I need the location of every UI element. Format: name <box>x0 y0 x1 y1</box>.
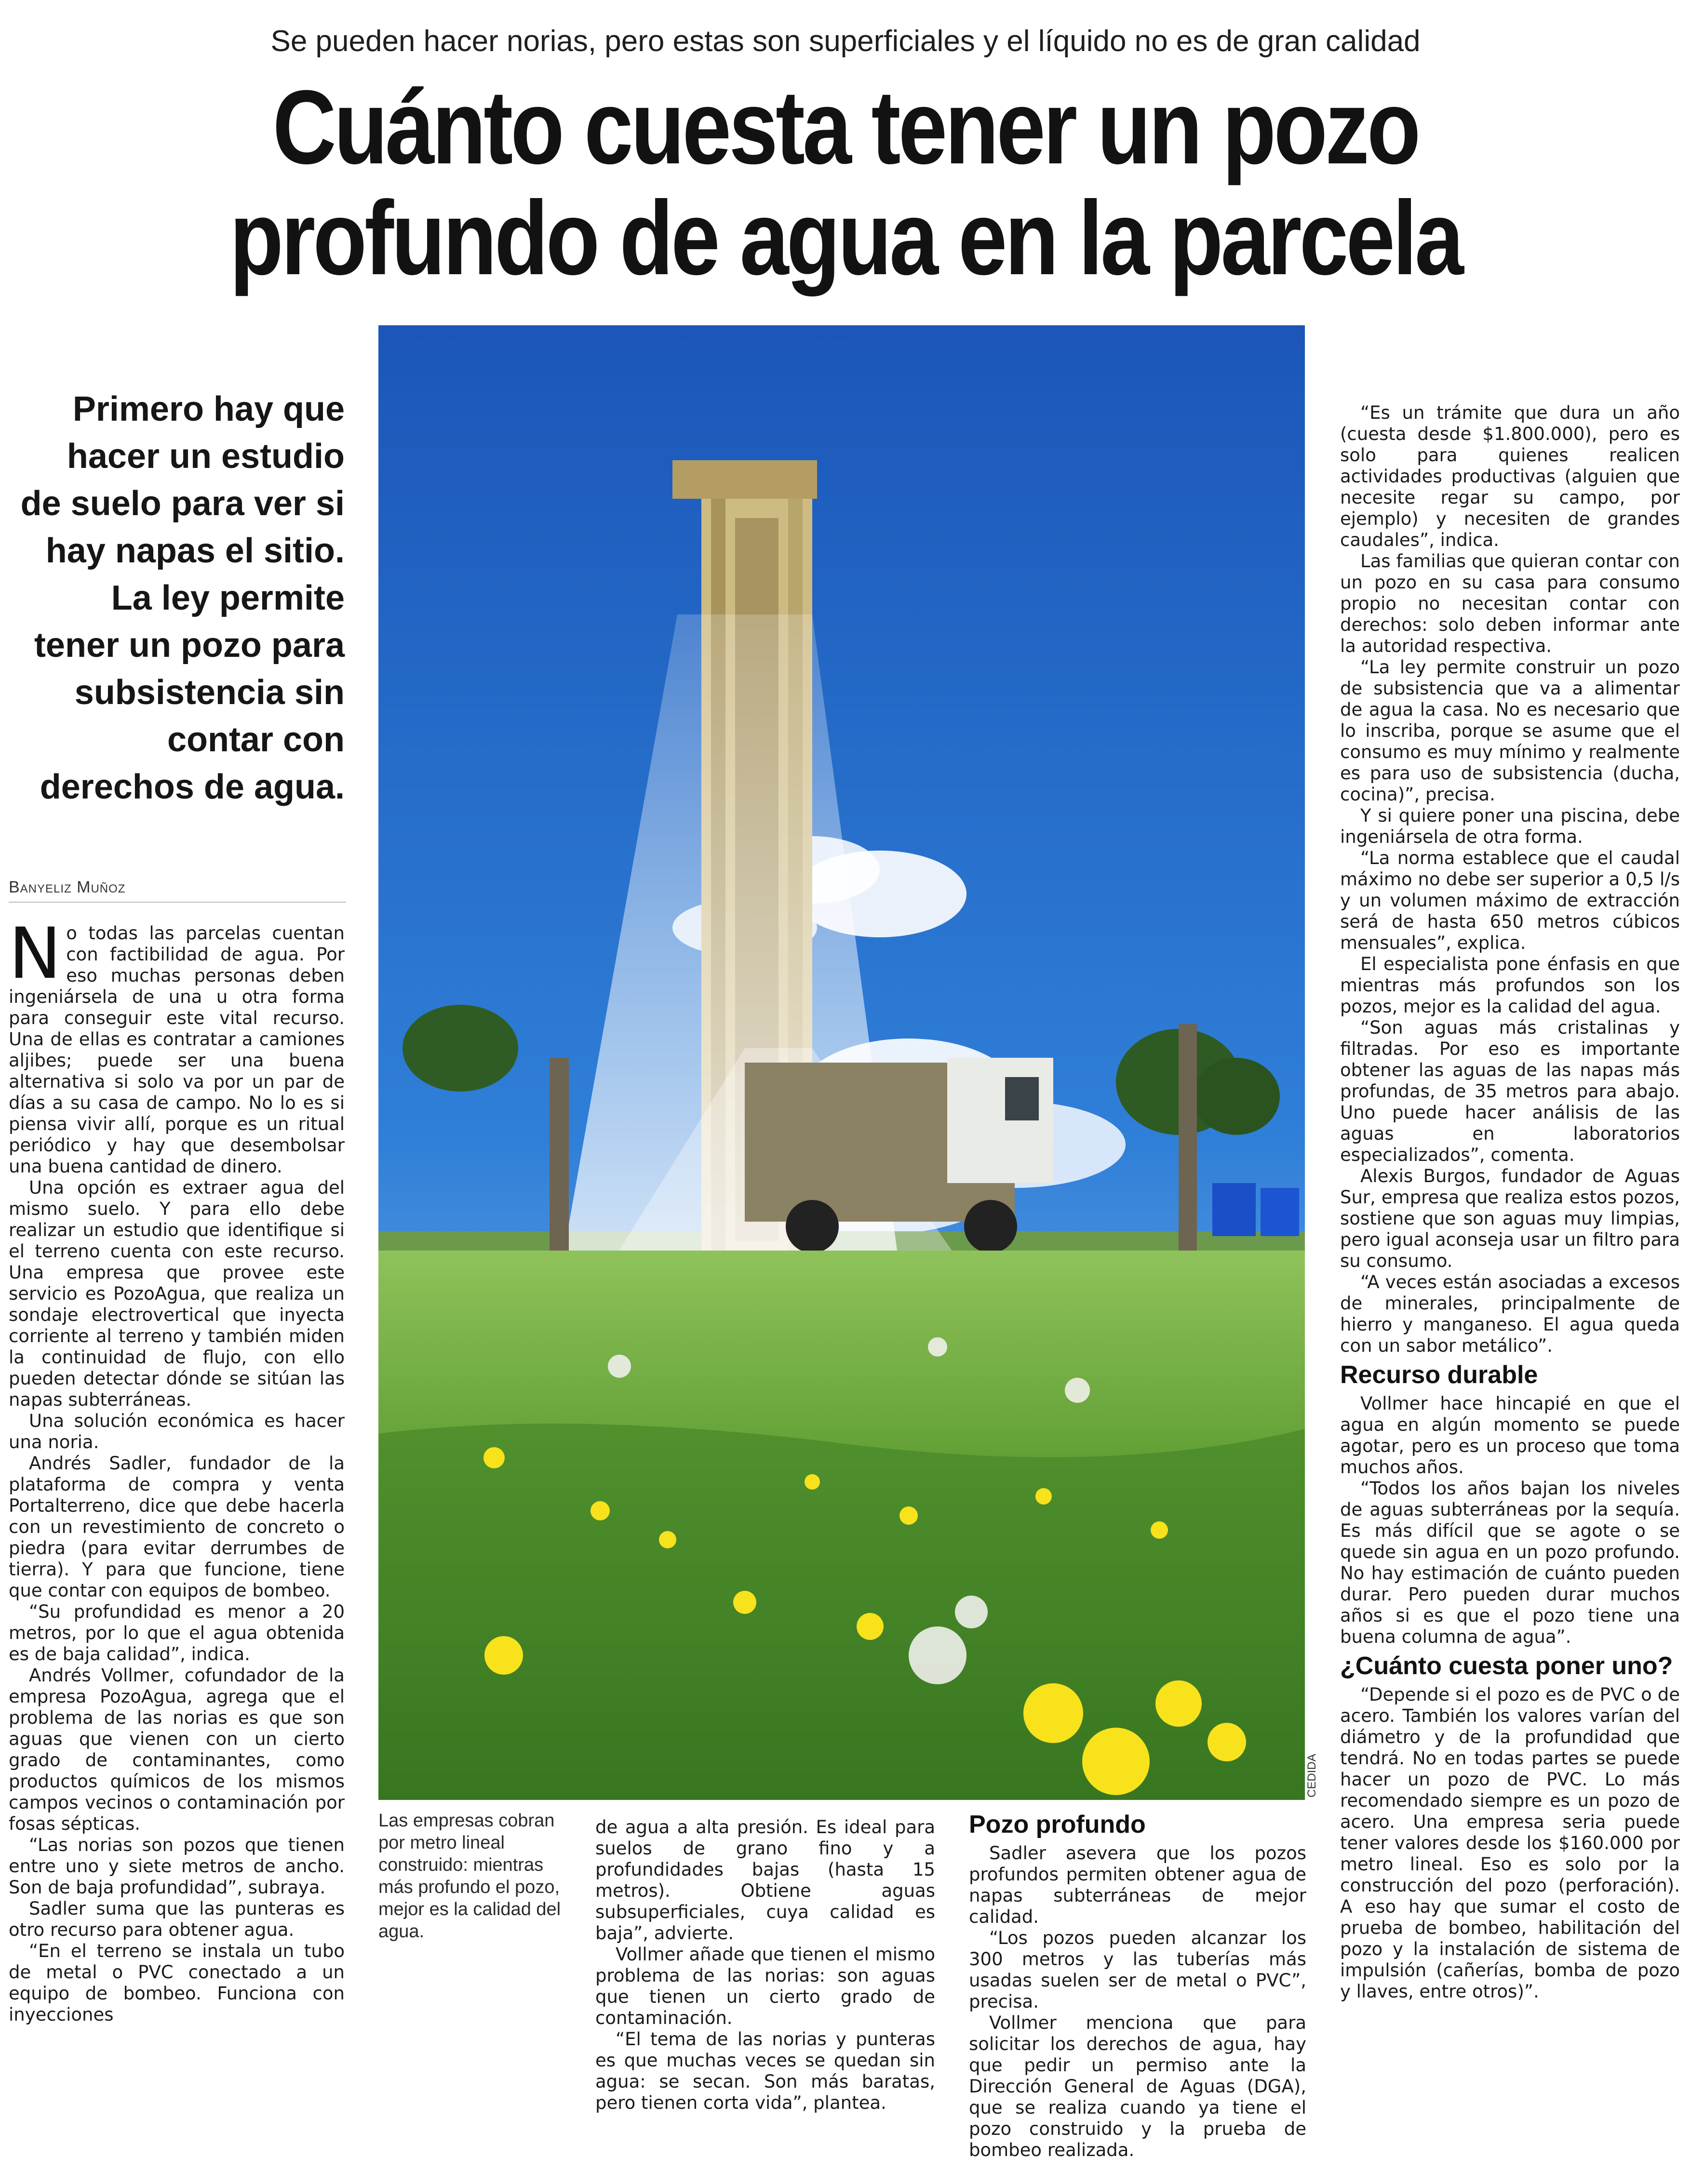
article-column-3 <box>969 1806 1306 2163</box>
paragraph: Alexis Burgos, fundador de Aguas Sur, empresa que realiza estos pozos, sostiene que son aguas muy limpias, pero igual aconseja usar un filtro para su consumo. <box>1340 1166 1680 1271</box>
headline: Cuánto cuesta tener un pozo profundo de agua en la parcela <box>229 69 1462 297</box>
paragraph: Las familias que quieran contar con un pozo en su casa para consumo propio no necesitan contar con derechos: solo deben informar ante la autoridad respectiva. <box>1340 551 1680 656</box>
photo-credit: CEDIDA <box>1305 1754 1318 1798</box>
paragraph: “En el terreno se instala un tubo de metal o PVC conectado a un equipo de bombeo. Funciona con inyecciones <box>9 1941 345 2025</box>
paragraph: “Son aguas más cristalinas y filtradas. Por eso es importante obtener las aguas de las napas más profundas, de 35 metros para abajo. Uno puede hacer análisis de las aguas en laboratorios especializados”, comenta. <box>1340 1017 1680 1165</box>
lead-summary: Primero hay que hacer un estudio de suelo para ver si hay napas el sitio. La ley permite tener un pozo para subsistencia sin contar con derechos de agua. <box>20 390 345 806</box>
paragraph: Sadler asevera que los pozos profundos permiten obtener agua de napas subterráneas de mejor calidad. <box>969 1843 1306 1927</box>
subheading: Pozo profundo <box>969 1811 1146 1838</box>
paragraph: “La norma establece que el caudal máximo no debe ser superior a 0,5 l/s y un volumen máximo de extracción será de hasta 650 metros cúbicos mensuales”, explica. <box>1340 848 1680 953</box>
paragraph: Vollmer hace hincapié en que el agua en algún momento se puede agotar, pero es un proceso que toma muchos años. <box>1340 1393 1680 1478</box>
paragraph: “Las norias son pozos que tienen entre uno y siete metros de ancho. Son de baja profundidad”, subraya. <box>9 1835 345 1898</box>
subheading: Recurso durable <box>1340 1361 1538 1389</box>
paragraph: “Todos los años bajan los niveles de aguas subterráneas por la sequía. Es más difícil que se agote o se quede sin agua en un pozo profundo. No hay estimación de cuánto pueden durar. Pero pueden durar muchos años si es que el pozo tiene una buena columna de agua”. <box>1340 1478 1680 1647</box>
paragraph: “La ley permite construir un pozo de subsistencia que va a alimentar de agua la casa. No es necesario que lo inscriba, porque se asume que el consumo es muy mínimo y realmente es para uso de subsistencia (ducha, cocina)”, precisa. <box>1340 657 1680 805</box>
paragraph: Sadler suma que las punteras es otro recurso para obtener agua. <box>9 1898 345 1940</box>
byline: Banyeliz Muñoz <box>9 878 346 903</box>
paragraph: Andrés Sadler, fundador de la plataforma de compra y venta Portalterreno, dice que debe hacerla con un revestimiento de concreto o piedra (para evitar derrumbes de tierra). Y para que funcione, tiene que contar con equipos de bombeo. <box>9 1453 345 1601</box>
kicker: Se pueden hacer norias, pero estas son superficiales y el líquido no es de gran calidad <box>270 25 1421 58</box>
article-column-1 <box>9 923 345 2166</box>
paragraph: “Los pozos pueden alcanzar los 300 metros y las tuberías más usadas suelen ser de metal o PVC”, precisa. <box>969 1928 1306 2012</box>
paragraph: “Depende si el pozo es de PVC o de acero. También los valores varían del diámetro y de la profundidad que tendrá. No en todas partes se puede hacer un pozo de PVC. Lo más recomendado siempre es un pozo de acero. Una empresa seria puede tener valores desde los $160.000 por metro lineal. Eso es solo por la construcción del pozo (perforación). A eso hay que sumar el costo de prueba de bombeo, habilitación del pozo y la instalación de sistema de impulsión (cañerías, bomba de pozo y llaves, entre otros)”. <box>1340 1684 1680 2002</box>
photo-caption: Las empresas cobran por metro lineal construido: mientras más profundo el pozo, mejor es la calidad del agua. <box>378 1811 561 1942</box>
paragraph: No todas las parcelas cuentan con factibilidad de agua. Por eso muchas personas deben ingeniársela de una u otra forma para conseguir este vital recurso. Una de ellas es contratar a camiones aljibes; puede ser una buena alternativa si solo va por un par de días a su casa de campo. No lo es si piensa vivir allí, porque es un ritual periódico y hay que desembolsar una buena cantidad de dinero. <box>9 923 345 1177</box>
paragraph: Andrés Vollmer, cofundador de la empresa PozoAgua, agrega que el problema de las norias es que son aguas que vienen con un cierto grado de contaminantes, como productos químicos de los mismos campos vecinos o contaminación por fosas sépticas. <box>9 1665 345 1834</box>
paragraph: El especialista pone énfasis en que mientras más profundos son los pozos, mejor es la calidad del agua. <box>1340 954 1680 1017</box>
paragraph: de agua a alta presión. Es ideal para suelos de grano fino y a profundidades bajas (hasta 15 metros). Obtiene aguas subsuperficiales, cuya calidad es baja”, advierte. <box>595 1817 935 1944</box>
paragraph: Una solución económica es hacer una noria. <box>9 1411 345 1452</box>
paragraph: “El tema de las norias y punteras es que muchas veces se quedan sin agua: se secan. Son más baratas, pero tienen corta vida”, plantea. <box>595 2029 935 2113</box>
subheading: ¿Cuánto cuesta poner uno? <box>1340 1652 1673 1680</box>
paragraph: “Es un trámite que dura un año (cuesta desde $1.800.000), pero es solo para quienes realicen actividades productivas (alguien que necesite regar su campo, por ejemplo) y necesiten de grandes caudales”, indica. <box>1340 402 1680 550</box>
drilling-rig-photo <box>378 325 1305 1800</box>
paragraph: “Su profundidad es menor a 20 metros, por lo que el agua obtenida es de baja calidad”, indica. <box>9 1601 345 1665</box>
article-column-2 <box>595 1817 935 2164</box>
paragraph: Vollmer añade que tienen el mismo problema de las norias: son aguas que tienen un cierto grado de contaminación. <box>595 1944 935 2028</box>
paragraph: Una opción es extraer agua del mismo suelo. Y para ello debe realizar un estudio que identifique si el terreno cuenta con este recurso. Una empresa que provee este servicio es PozoAgua, que realiza un sondaje electrovertical que inyecta corriente al terreno y también miden la continuidad de flujo, con ello pueden detectar dónde se sitúan las napas subterráneas. <box>9 1177 345 1410</box>
article-column-4 <box>1340 402 1680 2166</box>
paragraph: Y si quiere poner una piscina, debe ingeniársela de otra forma. <box>1340 805 1680 847</box>
paragraph: “A veces están asociadas a excesos de minerales, principalmente de hierro y manganeso. El agua queda con un sabor metálico”. <box>1340 1272 1680 1356</box>
paragraph: Vollmer menciona que para solicitar los derechos de agua, hay que pedir un permiso ante la Dirección General de Aguas (DGA), que se realiza cuando ya tiene el pozo construido y la prueba de bombeo realizada. <box>969 2012 1306 2160</box>
drop-cap: N <box>9 923 62 995</box>
